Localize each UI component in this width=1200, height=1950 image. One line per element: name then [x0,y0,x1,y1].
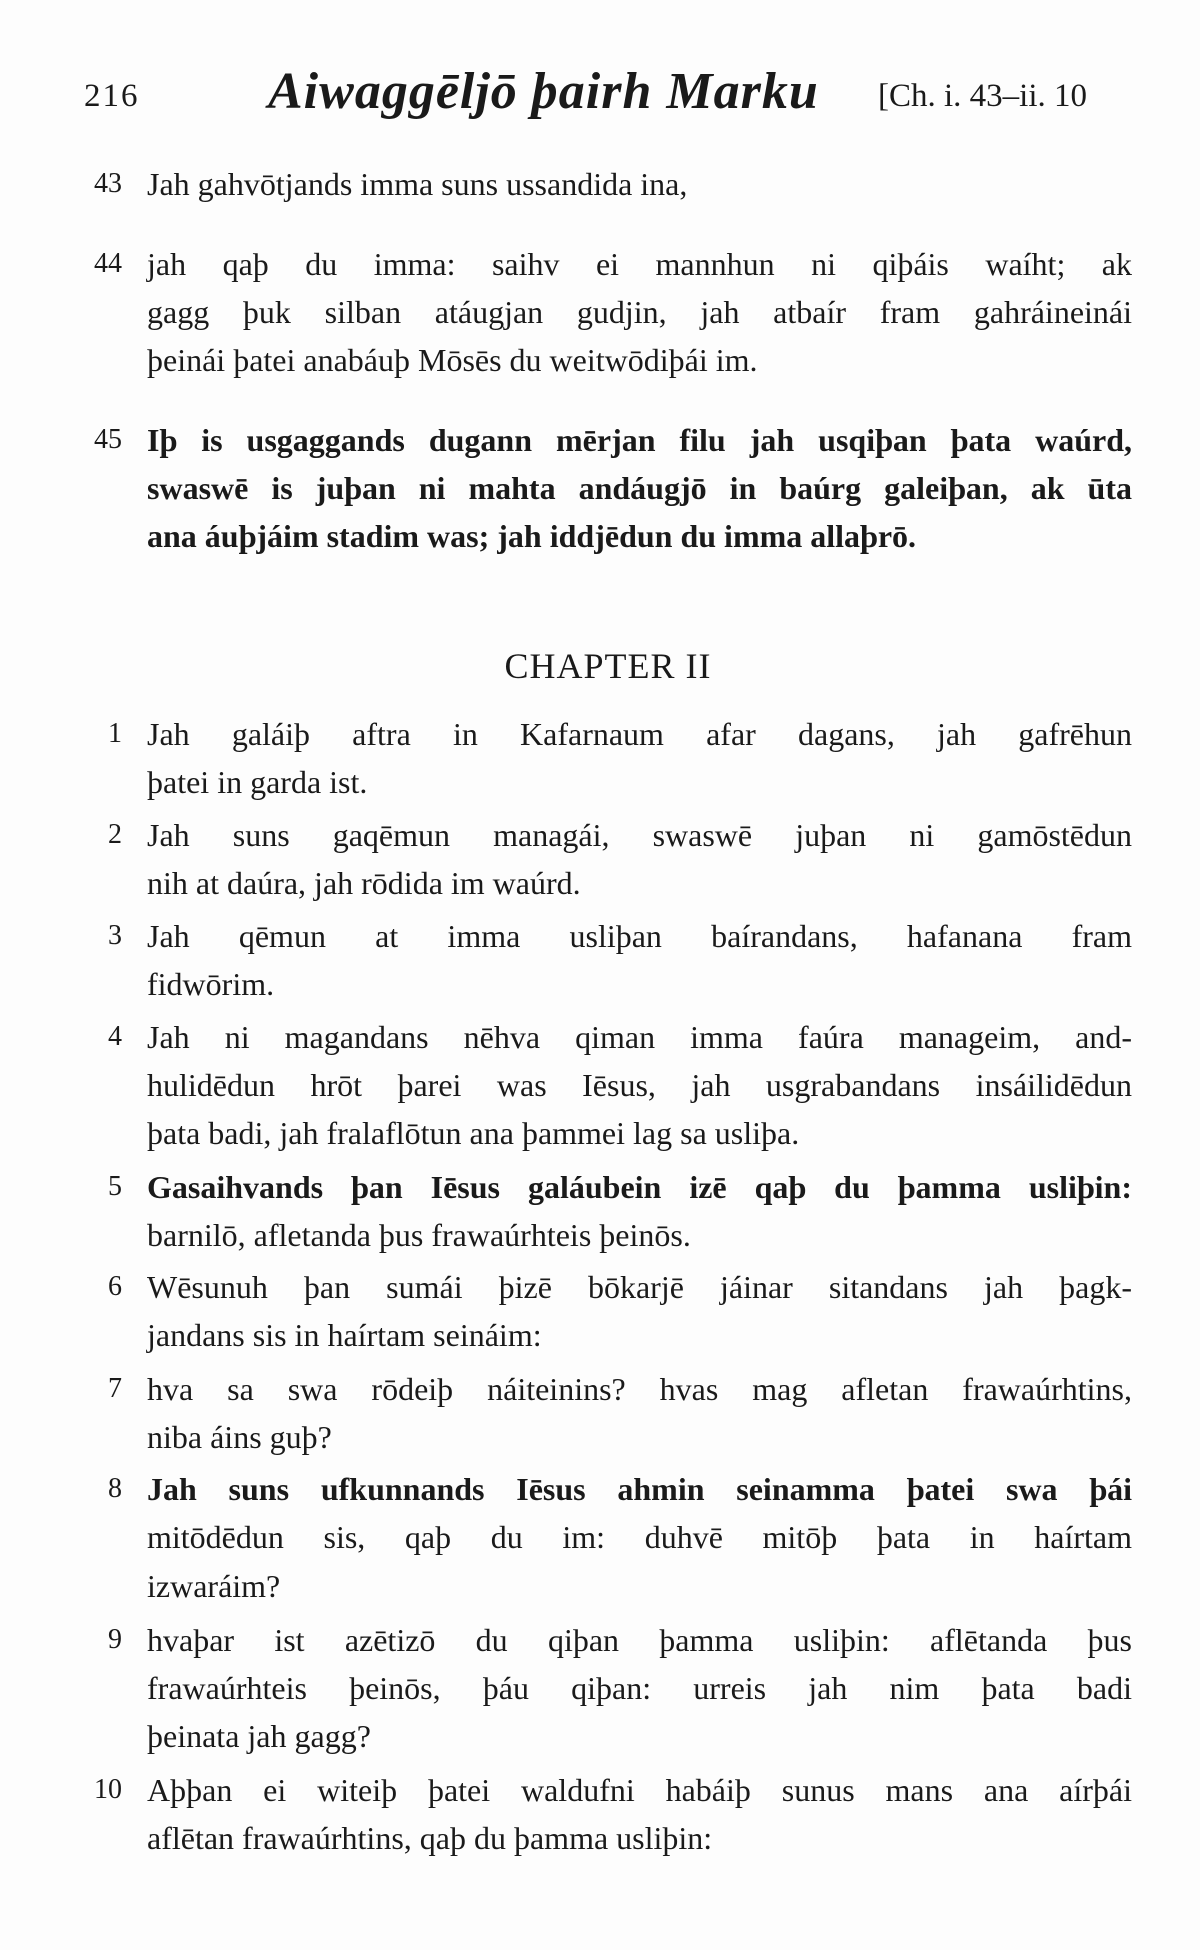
verse-line: jandans sis in haírtam seináim: [147,1317,542,1353]
verse-number: 43 [94,168,122,199]
chapter-heading: CHAPTER II [504,646,712,686]
verse-line: aflētan frawaúrhtins, qaþ du þamma usliþin: [147,1820,713,1856]
verse-line: barnilō, afletanda þus frawaúrhteis þeinōs. [147,1217,691,1253]
verse-number: 8 [108,1473,122,1504]
verse-line: Gasaihvands þan Iēsus galáubein izē qaþ du þamma usliþin: [147,1169,1132,1205]
verse-line: Jah qēmun at imma usliþan baírandans, hafanana fram [147,918,1132,954]
verse-line: Jah suns ufkunnands Iēsus ahmin seinamma þatei swa þái [147,1471,1132,1507]
verse-number: 1 [108,718,122,749]
verse-number: 5 [108,1171,122,1202]
verse-line: Jah suns gaqēmun managái, swaswē juþan ni gamōstēdun [147,817,1132,853]
verse-line: nih at daúra, jah rōdida im waúrd. [147,865,581,901]
verse-line: Wēsunuh þan sumái þizē bōkarjē jáinar sitandans jah þagk- [147,1269,1132,1305]
verse-line: þeinata jah gagg? [147,1718,371,1754]
verse-number: 4 [108,1021,122,1052]
verse-line: mitōdēdun sis, qaþ du im: duhvē mitōþ þata in haírtam [147,1519,1132,1555]
verse-line: hva sa swa rōdeiþ náiteinins? hvas mag afletan frawaúrhtins, [147,1371,1132,1407]
verse-line: izwaráim? [147,1568,281,1604]
verse-line: hvaþar ist azētizō du qiþan þamma usliþin: aflētanda þus [147,1622,1132,1658]
chapter-reference: [Ch. i. 43–ii. 10 [878,78,1088,114]
verse-number: 2 [108,819,122,850]
verse-number: 45 [94,424,122,455]
verse-line: Iþ is usgaggands dugann mērjan filu jah usqiþan þata waúrd, [147,422,1132,458]
verse-line: jah qaþ du imma: saihv ei mannhun ni qiþáis waíht; ak [147,246,1132,282]
verse-line: þeinái þatei anabáuþ Mōsēs du weitwōdiþái im. [147,342,758,378]
verse-line: Jah gahvōtjands imma suns ussandida ina, [147,166,688,202]
verse-line: frawaúrhteis þeinōs, þáu qiþan: urreis jah nim þata badi [147,1670,1132,1706]
page-number: 216 [84,78,140,114]
verse-line: þatei in garda ist. [147,764,368,800]
verse-line: Jah ni magandans nēhva qiman imma faúra manageim, and- [147,1019,1132,1055]
verse-line: swaswē is juþan ni mahta andáugjō in baúrg galeiþan, ak ūta [147,470,1132,506]
verse-line: Jah galáiþ aftra in Kafarnaum afar dagans, jah gafrēhun [147,716,1132,752]
verse-number: 44 [94,248,122,279]
verse-line: niba áins guþ? [147,1419,332,1455]
verse-line: fidwōrim. [147,966,275,1002]
verse-number: 3 [108,920,122,951]
verse-line: ana áuþjáim stadim was; jah iddjēdun du imma allaþrō. [147,518,917,554]
verse-number: 10 [94,1774,122,1805]
verse-number: 6 [108,1271,122,1302]
verse-line: þata badi, jah fralaflōtun ana þammei lag sa usliþa. [147,1115,800,1151]
verse-number: 9 [108,1624,122,1655]
verse-number: 7 [108,1373,122,1404]
running-title: Aiwaggēljō þairh Marku [268,63,819,120]
verse-line: Aþþan ei witeiþ þatei waldufni habáiþ sunus mans ana aírþái [147,1772,1132,1808]
verse-line: gagg þuk silban atáugjan gudjin, jah atbaír fram gahráineinái [147,294,1132,330]
verse-line: hulidēdun hrōt þarei was Iēsus, jah usgrabandans insáilidēdun [147,1067,1132,1103]
